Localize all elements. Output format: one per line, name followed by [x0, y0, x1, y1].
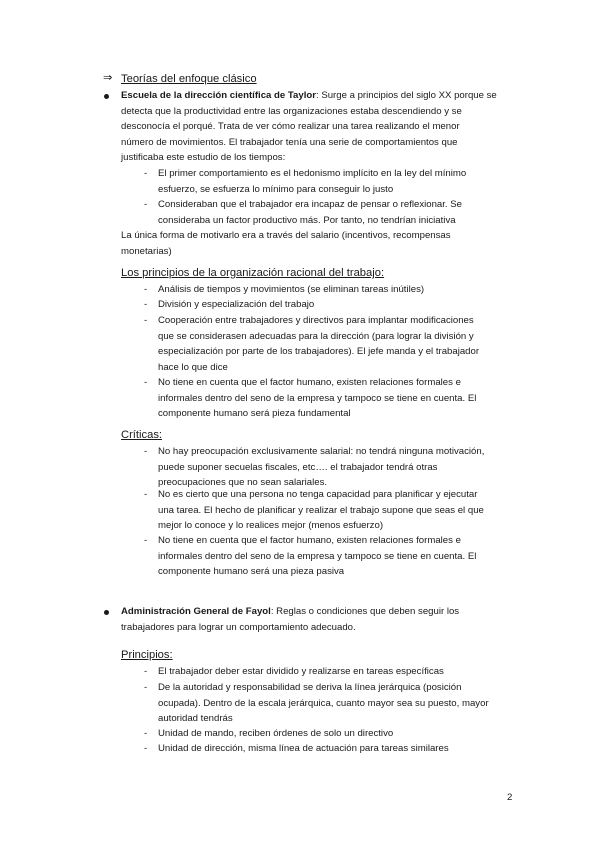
text-line: componente humano será pieza fundamental: [158, 408, 351, 420]
dash-bullet: -: [144, 199, 148, 210]
dash-bullet: -: [144, 315, 148, 326]
text-line: que se considerasen adecuadas para la dirección (para lograr la división y: [158, 330, 474, 342]
list-item: [158, 726, 528, 742]
text-line: trabajadores para lograr un comportamiento adecuado.: [121, 621, 356, 633]
text-line: Consideraban que el trabajador era incapaz de pensar o reflexionar. Se: [158, 199, 463, 210]
list-item: [158, 680, 528, 727]
text-line: desconocía el porqué. Trata de ver cómo realizar una tarea realizando el menor: [121, 121, 460, 133]
text-line: Cooperación entre trabajadores y directivos para implantar modificaciones: [158, 315, 474, 326]
text-line: monetarias): [121, 245, 172, 257]
list-item: [158, 741, 528, 757]
dash-bullet: -: [144, 682, 148, 693]
taylor-title: Escuela de la dirección científica de Taylor: [121, 90, 316, 101]
fayol-principios-heading: Principios:: [121, 649, 173, 661]
text-line: informales dentro del seno de la empresa y tampoco se tiene en cuenta. El: [158, 392, 477, 404]
text-line: consideraba un factor productivo más. Por tanto, no tendrían iniciativa: [158, 214, 456, 226]
principios-heading: Los principios de la organización racional del trabajo:: [121, 267, 385, 279]
list-item: [158, 313, 528, 375]
text-line: detecta que la productividad entre las organizaciones estaba descendiendo y se: [121, 105, 462, 117]
dash-bullet: -: [144, 446, 148, 457]
text-line: especialización por parte de los trabajadores). El jefe manda y el trabajador: [158, 346, 480, 358]
motivation-paragraph: [121, 228, 521, 259]
taylor-paragraph: [121, 88, 521, 166]
text-line: hace lo que dice: [158, 361, 228, 373]
text-line: No tiene en cuenta que el factor humano, existen relaciones formales e: [158, 535, 461, 546]
text-line: No es cierto que una persona no tenga capacidad para planificar y ejecutar: [158, 489, 478, 500]
fayol-title: Administración General de Fayol: [121, 606, 271, 617]
text-line: Análisis de tiempos y movimientos (se eliminan tareas inútiles): [158, 284, 425, 295]
dash-bullet: -: [144, 489, 148, 500]
text-line: Unidad de dirección, misma línea de actuación para tareas similares: [158, 743, 449, 754]
criticas-heading: Críticas:: [121, 429, 163, 441]
list-item: [158, 197, 528, 228]
fayol-paragraph: [121, 604, 521, 635]
dash-bullet: -: [144, 728, 148, 739]
text-line: informales dentro del seno de la empresa y tampoco se tiene en cuenta. El: [158, 550, 477, 562]
dash-bullet: -: [144, 666, 148, 677]
list-item: [158, 297, 528, 313]
text-line: No hay preocupación exclusivamente salarial: no tendrá ninguna motivación,: [158, 446, 485, 457]
dash-bullet: -: [144, 284, 148, 295]
dash-bullet: -: [144, 535, 148, 546]
text-line: mejor lo conoce y lo realices mejor (menos esfuerzo): [158, 520, 384, 532]
list-item: [158, 375, 528, 422]
dash-bullet: -: [144, 743, 148, 754]
dash-bullet: -: [144, 377, 148, 388]
bullet-icon: [104, 610, 109, 615]
list-item: [158, 533, 528, 580]
list-item: [158, 166, 528, 197]
text-line: ocupada). Dentro de la escala jerárquica, cuanto mayor sea su puesto, mayor: [158, 697, 489, 709]
arrow-icon: ⇒: [103, 72, 113, 84]
text-line: La única forma de motivarlo era a través del salario (incentivos, recompensas: [121, 230, 451, 241]
section-heading: Teorías del enfoque clásico: [121, 73, 257, 85]
text-line: El trabajador deber estar dividido y realizarse en tareas específicas: [158, 666, 444, 677]
text-line: No tiene en cuenta que el factor humano, existen relaciones formales e: [158, 377, 461, 388]
text-line: puede suponer secuelas fiscales, etc…. el trabajador tendrá otras: [158, 461, 438, 473]
list-item: [158, 487, 528, 534]
text-line: componente humano será una pieza pasiva: [158, 566, 345, 578]
text-line: De la autoridad y responsabilidad se deriva la línea jerárquica (posición: [158, 682, 462, 693]
text-line: justificaba este estudio de los tiempos:: [121, 152, 286, 164]
text-line: Unidad de mando, reciben órdenes de solo un directivo: [158, 728, 394, 739]
dash-bullet: -: [144, 168, 148, 179]
text-line: División y especialización del trabajo: [158, 299, 315, 310]
page-number: 2: [507, 792, 513, 803]
list-item: [158, 444, 528, 491]
text-line: una tarea. El hecho de planificar y realizar el trabajo supone que seas el que: [158, 504, 484, 516]
text-line: : Surge a principios del siglo XX porque se: [315, 90, 497, 101]
text-line: preocupaciones que no sean salariales.: [158, 477, 328, 489]
text-line: esfuerzo, se esfuerza lo mínimo para conseguir lo justo: [158, 183, 394, 195]
text-line: El primer comportamiento es el hedonismo implícito en la ley del mínimo: [158, 168, 467, 179]
text-line: : Reglas o condiciones que deben seguir los: [270, 606, 460, 617]
dash-bullet: -: [144, 299, 148, 310]
list-item: [158, 664, 528, 680]
text-line: número de movimientos. El trabajador tenía una serie de comportamientos que: [121, 136, 458, 148]
list-item: [158, 282, 528, 298]
bullet-icon: [104, 94, 109, 99]
text-line: autoridad tendrás: [158, 713, 233, 725]
